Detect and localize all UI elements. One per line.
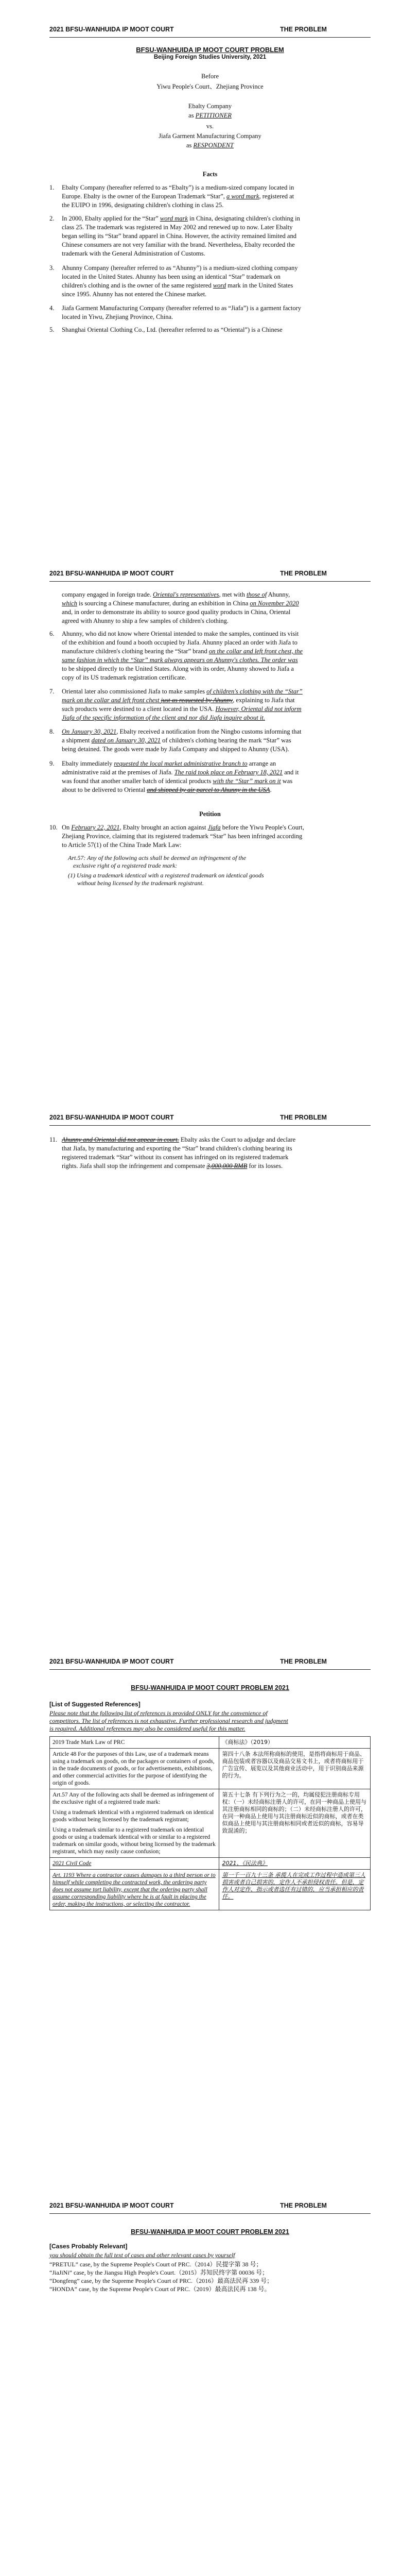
cases-title: BFSU-WANHUIDA IP MOOT COURT PROBLEM 2021 [131, 2228, 289, 2235]
party-role-petitioner: as PETITIONER [188, 112, 232, 119]
running-header [49, 1658, 371, 1667]
cell-trademark-law-zh: 《商标法》（2019） [219, 1737, 371, 1749]
table-row [50, 1858, 371, 1870]
running-header [49, 570, 371, 579]
cell-article-48-en: Article 48 For the purposes of this Law, use of a trademark means using a trademark on goods, on the packages or containers of goods, in the trade documents of goods, or for advertisements, exhibitions, and other commercial activities for the purpose of identifying the origin of goods. [50, 1749, 219, 1789]
case-item: “Dongfeng” case, by the Supreme People's Court of PRC.（2016）最高法民再 339 号； [49, 2277, 273, 2284]
cell-article-1193-en: Art. 1193 Where a contractor causes damages to a third person or to himself while completing the contracted work, the ordering party does not assume tort liability, except that the ordering party shall assume corresponding liability where he is at fault in placing the order, making the instructions, or selecting the contractor. [50, 1870, 219, 1910]
table-row [50, 1870, 371, 1910]
header-left: 2021 BFSU-WANHUIDA IP MOOT COURT [49, 1114, 174, 1121]
fact-9: 9. Ebalty immediately requested the local market administrative branch to arrange an administrative raid at the premises of Jiafa. The raid took place on February 18, 2021 and it was found that another smaller batch of identical products with the “Star” mark on it was about to be delivered to Oriental and shipped by air parcel to Ahunny in the USA. [49, 760, 299, 793]
cell-trademark-law-en: 2019 Trade Mark Law of PRC [50, 1737, 219, 1749]
header-right: THE PROBLEM [280, 1114, 327, 1121]
header-right: THE PROBLEM [280, 2202, 327, 2209]
table-row [50, 1749, 371, 1789]
cell-article-57-zh: 第五十七条 有下列行为之一的，均属侵犯注册商标专用权：（一）未经商标注册人的许可，在同一种商品上使用与其注册商标相同的商标的；（二）未经商标注册人的许可，在同一种商品上使用与其注册商标近似的商标，或者在类似商品上使用与其注册商标相同或者近似的商标，容易导致混淆的； [219, 1789, 371, 1858]
cases-heading: [Cases Probably Relevant] [49, 2243, 128, 2250]
header-left: 2021 BFSU-WANHUIDA IP MOOT COURT [49, 26, 174, 33]
page-4 [0, 1632, 420, 2176]
cell-article-57-en: Art.57 Any of the following acts shall be deemed as infringement of the exclusive right of a registered trade mark: Using a trademark identical with a registered trademark on identical goods without being licensed by the trademark registrant; Using a trademark similar to a registered trademark on identical goods or using a trademark identical with or similar to a registered trademark on similar goods, without being licensed by the trademark registrant, which may easily cause confusion; [50, 1789, 219, 1858]
court-name: Yiwu People's Court、Zhejiang Province [156, 83, 264, 90]
running-header [49, 26, 371, 35]
page-1 [0, 0, 420, 544]
header-divider [49, 1125, 371, 1126]
fact-5-continued: company engaged in foreign trade. Oriental's representatives, met with those of Ahunny, which is sourcing a Chinese manufacturer, during an exhibition in China on November 2020 and, in order to demonstrate its ability to source good quality products in China, Oriental agreed with Ahunny to ship a few samples of children's clothing. [62, 591, 299, 624]
cell-civil-code-zh: 2021、《民法典》 [219, 1858, 371, 1870]
header-right: THE PROBLEM [280, 570, 327, 577]
fact-3: 3. Ahunny Company (hereafter referred to as “Ahunny”) is a medium-sized clothing company located in the United States. Ahunny has been using an identical “Star” trademark on children's clothing and is the owner of the same registered word mark in the United States since 1995. Ahunny has not entered the Chinese market. [49, 264, 298, 298]
case-item: “HONDA” case, by the Supreme People's Court of PRC.（2019）最高法民再 138 号。 [49, 2285, 271, 2293]
case-item: “JiaJiNi” case, by the Jiangsu High People's Court.（2015）苏知民终字第 00036 号； [49, 2269, 269, 2276]
cell-article-48-zh: 第四十八条 本法所称商标的使用，是指将商标用于商品、商品包装或者容器以及商品交易文书上，或者将商标用于广告宣传、展览以及其他商业活动中，用于识别商品来源的行为。 [219, 1749, 371, 1789]
page-3 [0, 1088, 420, 1632]
header-divider [49, 581, 371, 582]
problem-subtitle: Beijing Foreign Studies University, 2021 [153, 54, 267, 60]
fact-6: 6. Ahunny, who did not know where Oriental intended to make the samples, continued its visit of the exhibition and found a booth occupied by Jiafa. Ahunny placed an order with Jiafa to manufacture children's clothing bearing the “Star” brand on the collar and left front chest, the same fashion in which the “Star” mark always appears on Ahunny's clothes. The order was to be shipped directly to the United States. Along with its order, Ahunny showed to Jiafa a copy of its US trademark registration certificate. [49, 630, 303, 681]
cases-list [49, 2260, 371, 2293]
fact-8: 8. On January 30, 2021, Ebalty received a notification from the Ningbo customs informing that a shipment dated on January 30, 2021 of children's clothing bearing the mark “Star” was being detained. The goods were made by Jiafa Company and shipped to Ahunny (USA). [49, 728, 302, 753]
header-divider [49, 1669, 371, 1670]
petition-heading: Petition [199, 810, 221, 818]
fact-7: 7. Oriental later also commissioned Jiafa to make samples of children's clothing with the “Star” mark on the collar and left front chest just as requested by Ahunny, explaining to Jiafa that such products were destined to a client located in the USA. However, Oriental did not inform Jiafa of the specific information of the client and nor did Jiafa inquire about it. [49, 688, 303, 721]
before-label: Before [201, 73, 219, 80]
fact-11: 11. Ahunny and Oriental did not appear in court. Ebalty asks the Court to adjudge and declare that Jiafa, by manufacturing and exporting the “Star” brand children's clothing bearing its registered trademark “Star” without its consent has infringed on its registered trademark rights. Jiafa shall stop the infringement and compensate 3,000,000 RMB for its losses. [49, 1136, 296, 1170]
header-left: 2021 BFSU-WANHUIDA IP MOOT COURT [49, 2202, 174, 2209]
header-right: THE PROBLEM [280, 1658, 327, 1665]
cell-civil-code-en: 2021 Civil Code [50, 1858, 219, 1870]
problem-title: BFSU-WANHUIDA IP MOOT COURT PROBLEM [136, 46, 284, 54]
header-divider [49, 37, 371, 38]
table-row [50, 1789, 371, 1858]
header-right: THE PROBLEM [280, 26, 327, 33]
role-petitioner: PETITIONER [195, 112, 232, 119]
running-header [49, 1114, 371, 1123]
facts-heading: Facts [202, 171, 218, 178]
page-5 [0, 2176, 420, 2576]
cell-article-1193-zh: 第一千一百九十三条 承揽人在完成工作过程中造成第三人损害或者自己损害的，定作人不承担侵权责任。但是，定作人对定作、指示或者选任有过错的，应当承担相应的责任。 [219, 1870, 371, 1910]
party-respondent: Jiafa Garment Manufacturing Company [159, 132, 261, 140]
fact-4: 4. Jiafa Garment Manufacturing Company (hereafter referred to as “Jiafa”) is a garment factory located in Yiwu, Zhejiang Province, China. [49, 304, 302, 320]
references-intro: Please note that the following list of references is provided ONLY for the convenience of competitors. The list of references is not exhaustive. Further professional research and judgment is required. Additional references may also be considered useful for this matter. [49, 1709, 288, 1732]
header-divider [49, 2213, 371, 2214]
fact-10: 10. On February 22, 2021, Ebalty brought an action against Jiafa before the Yiwu People's Court, Zhejiang Province, claiming that its registered trademark “Star” has been infringed according to Article 57(1) of the China Trade Mark Law: [49, 824, 304, 849]
article-57-quote: Art.57: Any of the following acts shall be deemed an infringement of the exclusive right of a registered trade mark: (1) Using a trademark identical with a registered trademark on identical goods without being licensed by the trademark registrant. [68, 854, 264, 887]
header-left: 2021 BFSU-WANHUIDA IP MOOT COURT [49, 1658, 174, 1665]
references-heading: [List of Suggested References] [49, 1701, 141, 1708]
table-row [50, 1737, 371, 1749]
case-item: “PRETUL” case, by the Supreme People's Court of PRC.（2014）民提字第 38 号； [49, 2261, 262, 2268]
versus-label: vs. [206, 123, 214, 130]
fact-1: 1. Ebalty Company (hereafter referred to as “Ebalty”) is a medium-sized company located in Europe. Ebalty is the owner of the European Trademark “Star”, a word mark, registered at the EUIPO in 1996, designating children's clothing in class 25. [49, 184, 294, 209]
references-table [49, 1736, 371, 1910]
references-title: BFSU-WANHUIDA IP MOOT COURT PROBLEM 2021 [131, 1684, 289, 1691]
fact-2: 2. In 2000, Ebalty applied for the “Star” word mark in China, designating children's clothing in class 25. The trademark was registered in May 2002 and renewed up to now. Later Ebalty began selling its “Star” brand apparel in China. However, the activity remained limited and Chinese consumers are not very familiar with the brand. Nevertheless, Ebalty recorded the trademark with the General Administration of Customs. [49, 215, 300, 257]
running-header [49, 2202, 371, 2211]
header-left: 2021 BFSU-WANHUIDA IP MOOT COURT [49, 570, 174, 577]
party-role-respondent: as RESPONDENT [186, 142, 234, 149]
page-2 [0, 544, 420, 1088]
role-respondent: RESPONDENT [193, 142, 234, 149]
fact-5: 5. Shanghai Oriental Clothing Co., Ltd. (hereafter referred to as “Oriental”) is a Chinese [49, 326, 283, 333]
cases-intro: you should obtain the full text of cases and other relevant cases by yourself [49, 2251, 235, 2259]
party-petitioner: Ebalty Company [188, 103, 232, 110]
